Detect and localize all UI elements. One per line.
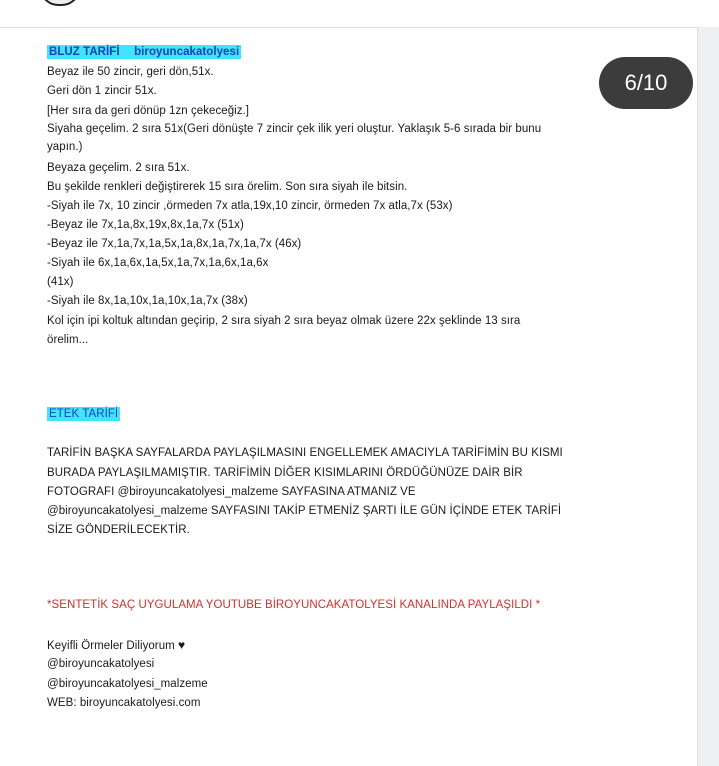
etek-line-2: BURADA PAYLAŞILMAMIŞTIR. TARİFİMİN DİĞER KISIMLARINI ÖRDÜĞÜNÜZE DAİR BİR xyxy=(47,467,523,479)
bluz-line-8: -Siyah ile 7x, 10 zincir ,örmeden 7x atla,19x,10 zincir, örmeden 7x atla,7x (53x) xyxy=(47,200,453,212)
top-bar xyxy=(0,0,719,28)
bluz-line-15: örelim... xyxy=(47,334,89,346)
bluz-title: BLUZ TARİFİ xyxy=(49,46,120,58)
footer-website: WEB: biroyuncakatolyesi.com xyxy=(47,697,201,709)
bluz-line-11: -Siyah ile 6x,1a,6x,1a,5x,1a,7x,1a,6x,1a,6x xyxy=(47,257,269,269)
bluz-line-5: yapın.) xyxy=(47,141,83,153)
bluz-line-14: Kol için ipi koltuk altından geçirip, 2 sıra siyah 2 sıra beyaz olmak üzere 22x şeklinde 13 sıra xyxy=(47,315,521,327)
etek-line-1: TARİFİN BAŞKA SAYFALARDA PAYLAŞILMASINI ENGELLEMEK AMACIYLA TARİFİMİN BU KISMI xyxy=(47,447,563,459)
heart-icon: ♥ xyxy=(178,638,186,652)
bluz-line-10: -Beyaz ile 7x,1a,7x,1a,5x,1a,8x,1a,7x,1a,7x (46x) xyxy=(47,238,302,250)
footer-greeting: Keyifli Örmeler Diliyorum xyxy=(47,640,175,652)
youtube-notice: *SENTETİK SAÇ UYGULAMA YOUTUBE BİROYUNCAKATOLYESİ KANALINDA PAYLAŞILDI * xyxy=(47,599,541,611)
bluz-line-13: -Siyah ile 8x,1a,10x,1a,10x,1a,7x (38x) xyxy=(47,295,248,307)
bluz-line-9: -Beyaz ile 7x,1a,8x,19x,8x,1a,7x (51x) xyxy=(47,219,244,231)
footer-instagram: @biroyuncakatolyesi xyxy=(47,658,155,670)
etek-title: ETEK TARİFİ xyxy=(49,408,119,420)
page-counter-badge: 6/10 xyxy=(599,57,693,109)
bluz-line-6: Beyaza geçelim. 2 sıra 51x. xyxy=(47,162,190,174)
etek-title-line xyxy=(47,407,120,421)
right-scroll-rail[interactable] xyxy=(697,27,719,766)
etek-line-4: @biroyuncakatolyesi_malzeme SAYFASINI TAKİP ETMENİZ ŞARTI İLE GÜN İÇİNDE ETEK TARİFİ xyxy=(47,505,562,517)
etek-line-3: FOTOGRAFI @biroyuncakatolyesi_malzeme SAYFASINA ATMANIZ VE xyxy=(47,486,416,498)
bluz-line-1: Beyaz ile 50 zincir, geri dön,51x. xyxy=(47,66,214,78)
recipe-document xyxy=(0,28,697,766)
bluz-line-12: (41x) xyxy=(47,276,74,288)
avatar[interactable] xyxy=(40,0,80,6)
bluz-line-7: Bu şekilde renkleri değiştirerek 15 sıra örelim. Son sıra siyah ile bitsin. xyxy=(47,181,408,193)
bluz-title-handle: biroyuncakatolyesi xyxy=(134,46,240,58)
bluz-line-4: Siyaha geçelim. 2 sıra 51x(Geri dönüşte 7 zincir çek ilik yeri oluştur. Yaklaşık 5-6 sırada bir bunu xyxy=(47,123,542,135)
bluz-line-3: [Her sıra da geri dönüp 1zn çekeceğiz.] xyxy=(47,105,250,117)
etek-line-5: SİZE GÖNDERİLECEKTİR. xyxy=(47,524,190,536)
bluz-line-2: Geri dön 1 zincir 51x. xyxy=(47,85,157,97)
footer-instagram-malzeme: @biroyuncakatolyesi_malzeme xyxy=(47,678,208,690)
footer-greeting-line xyxy=(47,638,185,653)
bluz-title-line xyxy=(47,45,241,59)
